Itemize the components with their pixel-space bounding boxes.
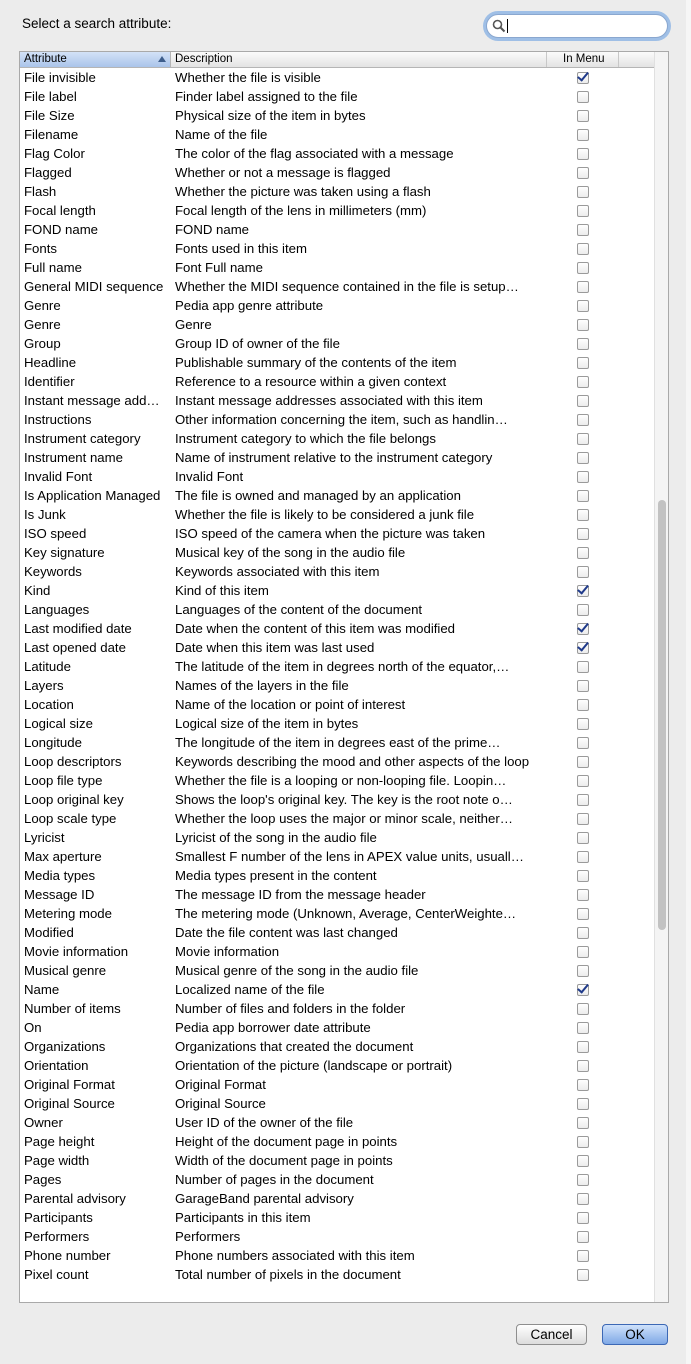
in-menu-checkbox[interactable]: [577, 623, 589, 635]
in-menu-checkbox[interactable]: [577, 1041, 589, 1053]
attribute-name: Parental advisory: [24, 1191, 126, 1206]
in-menu-checkbox[interactable]: [577, 205, 589, 217]
table-row[interactable]: [20, 809, 654, 828]
table-row[interactable]: [20, 467, 654, 486]
in-menu-checkbox[interactable]: [577, 1136, 589, 1148]
in-menu-checkbox[interactable]: [577, 661, 589, 673]
attribute-description: Musical genre of the song in the audio file: [175, 963, 419, 978]
table-row[interactable]: [20, 695, 654, 714]
in-menu-checkbox[interactable]: [577, 642, 589, 654]
attribute-description: Height of the document page in points: [175, 1134, 398, 1149]
table-row[interactable]: [20, 638, 654, 657]
in-menu-checkbox[interactable]: [577, 756, 589, 768]
table-body: [20, 68, 654, 1284]
in-menu-checkbox[interactable]: [577, 965, 589, 977]
table-row[interactable]: [20, 790, 654, 809]
attribute-description: Date the file content was last changed: [175, 925, 398, 940]
in-menu-checkbox[interactable]: [577, 1155, 589, 1167]
table-row[interactable]: [20, 1094, 654, 1113]
in-menu-checkbox[interactable]: [577, 1269, 589, 1281]
table-row[interactable]: [20, 68, 654, 87]
attribute-description: Logical size of the item in bytes: [175, 716, 359, 731]
attribute-name: Full name: [24, 260, 82, 275]
attribute-name: Loop descriptors: [24, 754, 122, 769]
in-menu-checkbox[interactable]: [577, 547, 589, 559]
attribute-description: Performers: [175, 1229, 241, 1244]
table-row[interactable]: [20, 1265, 654, 1284]
attribute-description: Pedia app borrower date attribute: [175, 1020, 371, 1035]
attribute-name: Logical size: [24, 716, 93, 731]
attribute-description: Number of pages in the document: [175, 1172, 374, 1187]
attribute-name: Invalid Font: [24, 469, 93, 484]
in-menu-checkbox[interactable]: [577, 1060, 589, 1072]
table-row[interactable]: [20, 125, 654, 144]
attribute-description: Musical key of the song in the audio file: [175, 545, 406, 560]
table-row[interactable]: [20, 410, 654, 429]
table-row[interactable]: [20, 752, 654, 771]
table-row[interactable]: [20, 1208, 654, 1227]
attribute-name: Max aperture: [24, 849, 102, 864]
attribute-description: Whether or not a message is flagged: [175, 165, 391, 180]
attribute-description: The latitude of the item in degrees north of the equator,…: [175, 659, 510, 674]
in-menu-checkbox[interactable]: [577, 433, 589, 445]
in-menu-checkbox[interactable]: [577, 414, 589, 426]
table-row[interactable]: [20, 1189, 654, 1208]
in-menu-checkbox[interactable]: [577, 794, 589, 806]
attribute-description: Instant message addresses associated with this item: [175, 393, 483, 408]
attribute-name: Performers: [24, 1229, 90, 1244]
in-menu-checkbox[interactable]: [577, 509, 589, 521]
in-menu-checkbox[interactable]: [577, 908, 589, 920]
attribute-name: Genre: [24, 317, 61, 332]
in-menu-checkbox[interactable]: [577, 243, 589, 255]
attribute-name: Musical genre: [24, 963, 107, 978]
attribute-name: General MIDI sequence: [24, 279, 164, 294]
table-row[interactable]: [20, 505, 654, 524]
table-row[interactable]: [20, 676, 654, 695]
table-row[interactable]: [20, 1075, 654, 1094]
in-menu-checkbox[interactable]: [577, 585, 589, 597]
attribute-name: FOND name: [24, 222, 99, 237]
table-row[interactable]: [20, 866, 654, 885]
table-row[interactable]: [20, 87, 654, 106]
in-menu-checkbox[interactable]: [577, 528, 589, 540]
attribute-name: Pixel count: [24, 1267, 89, 1282]
table-row[interactable]: [20, 581, 654, 600]
attribute-name: Name: [24, 982, 60, 997]
in-menu-checkbox[interactable]: [577, 129, 589, 141]
table-row[interactable]: [20, 657, 654, 676]
attribute-name: Owner: [24, 1115, 63, 1130]
attribute-description: Whether the file is visible: [175, 70, 321, 85]
attribute-description: Number of files and folders in the folder: [175, 1001, 406, 1016]
in-menu-checkbox[interactable]: [577, 604, 589, 616]
table-row[interactable]: [20, 619, 654, 638]
attribute-description: Name of the location or point of interest: [175, 697, 406, 712]
table-row[interactable]: [20, 714, 654, 733]
column-header-in-menu[interactable]: In Menu: [547, 52, 619, 67]
table-row[interactable]: [20, 220, 654, 239]
table-row[interactable]: [20, 562, 654, 581]
attribute-name: Flagged: [24, 165, 72, 180]
attribute-description: Kind of this item: [175, 583, 269, 598]
table-row[interactable]: [20, 1170, 654, 1189]
attribute-description: Lyricist of the song in the audio file: [175, 830, 377, 845]
table-row[interactable]: [20, 315, 654, 334]
attribute-description: Instrument category to which the file belongs: [175, 431, 436, 446]
attribute-name: On: [24, 1020, 42, 1035]
table-row[interactable]: [20, 372, 654, 391]
attribute-name: Media types: [24, 868, 96, 883]
in-menu-checkbox[interactable]: [577, 1212, 589, 1224]
attribute-description: Organizations that created the document: [175, 1039, 414, 1054]
in-menu-checkbox[interactable]: [577, 718, 589, 730]
attribute-name: Loop original key: [24, 792, 124, 807]
attribute-name: Organizations: [24, 1039, 106, 1054]
attribute-description: Whether the MIDI sequence contained in the file is setup…: [175, 279, 519, 294]
table-row[interactable]: [20, 296, 654, 315]
table-row[interactable]: [20, 201, 654, 220]
in-menu-checkbox[interactable]: [577, 357, 589, 369]
table-row[interactable]: [20, 144, 654, 163]
attribute-name: Page width: [24, 1153, 90, 1168]
in-menu-checkbox[interactable]: [577, 1003, 589, 1015]
in-menu-checkbox[interactable]: [577, 1174, 589, 1186]
attribute-description: Movie information: [175, 944, 280, 959]
in-menu-checkbox[interactable]: [577, 1098, 589, 1110]
attribute-name: ISO speed: [24, 526, 87, 541]
scrollbar-thumb[interactable]: [658, 500, 666, 930]
table-row[interactable]: [20, 1037, 654, 1056]
attribute-description: Shows the loop's original key. The key is the root note o…: [175, 792, 513, 807]
attribute-description: Date when the content of this item was modified: [175, 621, 456, 636]
attribute-name: Loop scale type: [24, 811, 117, 826]
attribute-description: Phone numbers associated with this item: [175, 1248, 415, 1263]
table-row[interactable]: [20, 524, 654, 543]
attribute-name: Headline: [24, 355, 77, 370]
in-menu-checkbox[interactable]: [577, 110, 589, 122]
in-menu-checkbox[interactable]: [577, 224, 589, 236]
attribute-description: The metering mode (Unknown, Average, CenterWeighte…: [175, 906, 517, 921]
table-row[interactable]: [20, 961, 654, 980]
table-row[interactable]: [20, 1227, 654, 1246]
attribute-description: Focal length of the lens in millimeters (mm): [175, 203, 427, 218]
attribute-description: FOND name: [175, 222, 250, 237]
table-row[interactable]: [20, 1151, 654, 1170]
attribute-description: Font Full name: [175, 260, 263, 275]
attribute-name: File label: [24, 89, 77, 104]
in-menu-checkbox[interactable]: [577, 1079, 589, 1091]
in-menu-checkbox[interactable]: [577, 186, 589, 198]
attribute-name: Latitude: [24, 659, 71, 674]
attribute-name: Lyricist: [24, 830, 65, 845]
attribute-name: Message ID: [24, 887, 95, 902]
attribute-description: GarageBand parental advisory: [175, 1191, 354, 1206]
attribute-name: Fonts: [24, 241, 57, 256]
attribute-description: Whether the picture was taken using a flash: [175, 184, 431, 199]
text-caret: [507, 19, 508, 33]
attribute-name: Instructions: [24, 412, 92, 427]
attribute-description: Localized name of the file: [175, 982, 325, 997]
table-row[interactable]: [20, 1132, 654, 1151]
attribute-description: Finder label assigned to the file: [175, 89, 358, 104]
attribute-description: Genre: [175, 317, 212, 332]
attribute-name: Location: [24, 697, 74, 712]
attribute-description: The file is owned and managed by an application: [175, 488, 461, 503]
attribute-name: Keywords: [24, 564, 82, 579]
table-row[interactable]: [20, 106, 654, 125]
table-row[interactable]: [20, 600, 654, 619]
attribute-name: Pages: [24, 1172, 62, 1187]
in-menu-checkbox[interactable]: [577, 1250, 589, 1262]
table-row[interactable]: [20, 486, 654, 505]
attribute-description: Names of the layers in the file: [175, 678, 349, 693]
table-row[interactable]: [20, 429, 654, 448]
table-row[interactable]: [20, 904, 654, 923]
attribute-name: Loop file type: [24, 773, 103, 788]
table-row[interactable]: [20, 353, 654, 372]
table-row[interactable]: [20, 182, 654, 201]
ok-button[interactable]: OK: [602, 1324, 668, 1345]
in-menu-checkbox[interactable]: [577, 281, 589, 293]
attribute-description: Whether the file is likely to be considered a junk file: [175, 507, 475, 522]
table-header: [20, 52, 654, 68]
table-row[interactable]: [20, 923, 654, 942]
in-menu-checkbox[interactable]: [577, 1022, 589, 1034]
attribute-description: The color of the flag associated with a message: [175, 146, 454, 161]
cancel-button[interactable]: Cancel: [516, 1324, 587, 1345]
attribute-description: Date when this item was last used: [175, 640, 375, 655]
attribute-description: Original Source: [175, 1096, 266, 1111]
attribute-description: Pedia app genre attribute: [175, 298, 324, 313]
attribute-name: Is Junk: [24, 507, 66, 522]
in-menu-checkbox[interactable]: [577, 927, 589, 939]
table-row[interactable]: [20, 258, 654, 277]
table-row[interactable]: [20, 1246, 654, 1265]
attribute-description: Total number of pixels in the document: [175, 1267, 401, 1282]
attribute-description: Name of instrument relative to the instrument category: [175, 450, 493, 465]
attribute-description: Whether the file is a looping or non-looping file. Loopin…: [175, 773, 507, 788]
column-header-description[interactable]: Description: [171, 52, 547, 67]
attribute-name: Flash: [24, 184, 57, 199]
attribute-description: The message ID from the message header: [175, 887, 426, 902]
attribute-description: Keywords describing the mood and other aspects of the loop: [175, 754, 530, 769]
table-row[interactable]: [20, 828, 654, 847]
attribute-description: Media types present in the content: [175, 868, 377, 883]
table-row[interactable]: [20, 771, 654, 790]
attribute-name: Metering mode: [24, 906, 112, 921]
search-icon: [492, 19, 506, 33]
table-row[interactable]: [20, 885, 654, 904]
table-row[interactable]: [20, 847, 654, 866]
table-row[interactable]: [20, 942, 654, 961]
sort-ascending-icon: [158, 56, 166, 62]
attribute-name: Key signature: [24, 545, 105, 560]
attribute-description: Publishable summary of the contents of the item: [175, 355, 457, 370]
in-menu-checkbox[interactable]: [577, 1193, 589, 1205]
in-menu-checkbox[interactable]: [577, 680, 589, 692]
attribute-name: Page height: [24, 1134, 95, 1149]
in-menu-checkbox[interactable]: [577, 946, 589, 958]
attribute-name: Phone number: [24, 1248, 111, 1263]
attribute-table: [19, 51, 669, 1303]
table-row[interactable]: [20, 543, 654, 562]
attribute-name: Instant message add…: [24, 393, 160, 408]
table-row[interactable]: [20, 391, 654, 410]
attribute-name: Orientation: [24, 1058, 89, 1073]
attribute-description: Physical size of the item in bytes: [175, 108, 366, 123]
attribute-description: Keywords associated with this item: [175, 564, 380, 579]
table-row[interactable]: [20, 163, 654, 182]
attribute-description: Invalid Font: [175, 469, 244, 484]
attribute-name: Filename: [24, 127, 79, 142]
search-field[interactable]: [486, 14, 668, 38]
attribute-name: Kind: [24, 583, 51, 598]
in-menu-checkbox[interactable]: [577, 262, 589, 274]
attribute-name: File Size: [24, 108, 75, 123]
in-menu-checkbox[interactable]: [577, 889, 589, 901]
attribute-name: Focal length: [24, 203, 96, 218]
attribute-description: Original Format: [175, 1077, 266, 1092]
table-row[interactable]: [20, 1113, 654, 1132]
in-menu-checkbox[interactable]: [577, 338, 589, 350]
attribute-description: The longitude of the item in degrees east of the prime…: [175, 735, 501, 750]
attribute-description: Reference to a resource within a given context: [175, 374, 447, 389]
attribute-name: Movie information: [24, 944, 129, 959]
table-row[interactable]: [20, 999, 654, 1018]
dialog-prompt: Select a search attribute:: [22, 16, 172, 31]
table-row[interactable]: [20, 277, 654, 296]
attribute-description: User ID of the owner of the file: [175, 1115, 354, 1130]
attribute-name: Is Application Managed: [24, 488, 161, 503]
attribute-name: Identifier: [24, 374, 75, 389]
in-menu-checkbox[interactable]: [577, 832, 589, 844]
attribute-name: Longitude: [24, 735, 82, 750]
in-menu-checkbox[interactable]: [577, 148, 589, 160]
attribute-name: Genre: [24, 298, 61, 313]
in-menu-checkbox[interactable]: [577, 471, 589, 483]
attribute-description: Languages of the content of the document: [175, 602, 423, 617]
attribute-description: Width of the document page in points: [175, 1153, 393, 1168]
attribute-name: Layers: [24, 678, 64, 693]
in-menu-checkbox[interactable]: [577, 1231, 589, 1243]
attribute-description: Orientation of the picture (landscape or portrait): [175, 1058, 453, 1073]
attribute-description: Fonts used in this item: [175, 241, 307, 256]
in-menu-checkbox[interactable]: [577, 167, 589, 179]
in-menu-checkbox[interactable]: [577, 870, 589, 882]
attribute-name: Modified: [24, 925, 74, 940]
table-row[interactable]: [20, 239, 654, 258]
attribute-name: Participants: [24, 1210, 93, 1225]
attribute-name: Original Source: [24, 1096, 115, 1111]
in-menu-checkbox[interactable]: [577, 319, 589, 331]
in-menu-checkbox[interactable]: [577, 395, 589, 407]
attribute-name: Instrument name: [24, 450, 123, 465]
attribute-name: Group: [24, 336, 61, 351]
attribute-description: ISO speed of the camera when the picture was taken: [175, 526, 486, 541]
in-menu-checkbox[interactable]: [577, 984, 589, 996]
table-row[interactable]: [20, 980, 654, 999]
attribute-name: Original Format: [24, 1077, 115, 1092]
in-menu-checkbox[interactable]: [577, 851, 589, 863]
attribute-name: Instrument category: [24, 431, 141, 446]
in-menu-checkbox[interactable]: [577, 737, 589, 749]
table-row[interactable]: [20, 448, 654, 467]
attribute-description: Smallest F number of the lens in APEX value units, usuall…: [175, 849, 524, 864]
table-row[interactable]: [20, 1056, 654, 1075]
attribute-name: Last modified date: [24, 621, 132, 636]
table-row[interactable]: [20, 334, 654, 353]
table-row[interactable]: [20, 1018, 654, 1037]
in-menu-checkbox[interactable]: [577, 490, 589, 502]
in-menu-checkbox[interactable]: [577, 72, 589, 84]
attribute-description: Name of the file: [175, 127, 268, 142]
in-menu-checkbox[interactable]: [577, 813, 589, 825]
attribute-description: Participants in this item: [175, 1210, 311, 1225]
attribute-name: Flag Color: [24, 146, 85, 161]
in-menu-checkbox[interactable]: [577, 452, 589, 464]
in-menu-checkbox[interactable]: [577, 566, 589, 578]
attribute-name: Languages: [24, 602, 90, 617]
attribute-name: File invisible: [24, 70, 96, 85]
attribute-description: Other information concerning the item, such as handlin…: [175, 412, 508, 427]
attribute-description: Group ID of owner of the file: [175, 336, 340, 351]
column-header-attribute[interactable]: Attribute: [20, 52, 171, 67]
in-menu-checkbox[interactable]: [577, 91, 589, 103]
attribute-name: Last opened date: [24, 640, 126, 655]
in-menu-checkbox[interactable]: [577, 300, 589, 312]
in-menu-checkbox[interactable]: [577, 775, 589, 787]
in-menu-checkbox[interactable]: [577, 1117, 589, 1129]
attribute-description: Whether the loop uses the major or minor scale, neither…: [175, 811, 513, 826]
table-row[interactable]: [20, 733, 654, 752]
background-window-edge: [686, 0, 691, 1364]
in-menu-checkbox[interactable]: [577, 699, 589, 711]
attribute-name: Number of items: [24, 1001, 121, 1016]
vertical-scrollbar[interactable]: [654, 52, 669, 1302]
in-menu-checkbox[interactable]: [577, 376, 589, 388]
